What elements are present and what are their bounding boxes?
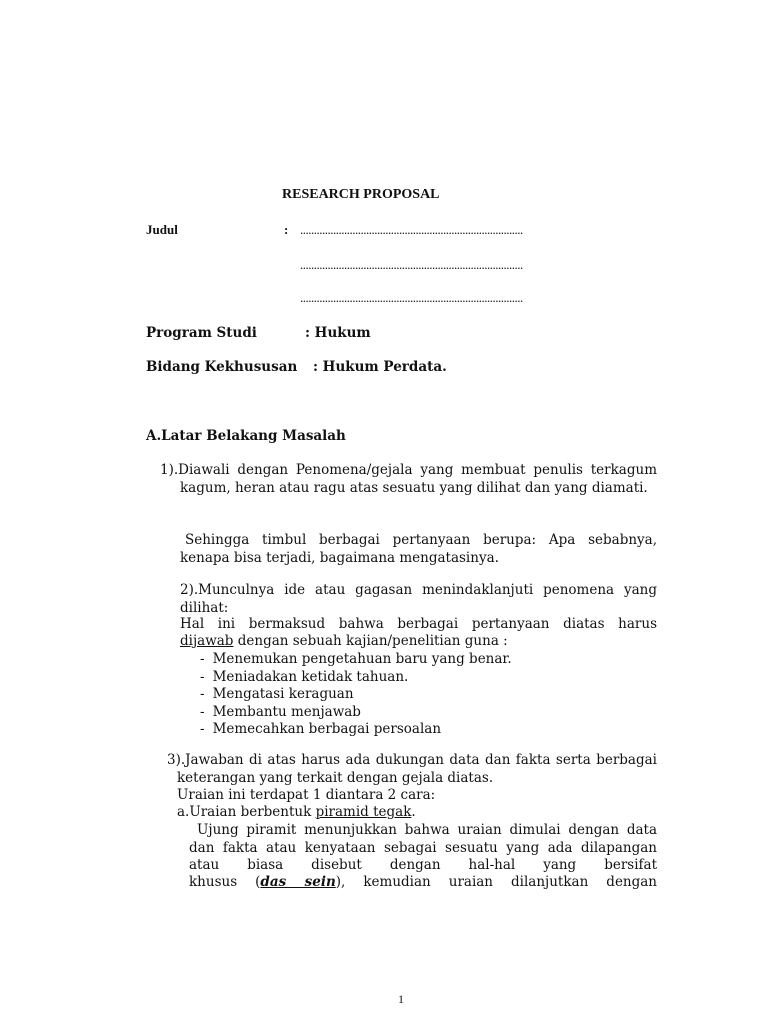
- bullet-marker: -: [200, 651, 205, 667]
- item-a-last-line: [189, 874, 657, 892]
- bullet-marker: -: [200, 686, 205, 702]
- khusus-text: khusus (: [189, 874, 261, 890]
- judul-colon: :: [284, 222, 289, 237]
- section-a-heading: A.Latar Belakang Masalah: [146, 428, 346, 444]
- bullet-text: Meniadakan ketidak tahuan.: [212, 668, 409, 685]
- paragraph-2-line-b: [180, 633, 508, 651]
- item-a-heading: [177, 804, 416, 822]
- paragraph-2-line-a: Hal ini bermaksud bahwa berbagai pertanyaan diatas harus: [180, 616, 657, 632]
- document-title: RESEARCH PROPOSAL: [282, 187, 440, 202]
- paragraph-3-line-c: Uraian ini terdapat 1 diantara 2 cara:: [177, 787, 436, 803]
- bidang-kekhususan-label: Bidang Kekhususan: [146, 359, 298, 375]
- bullet-list: [200, 651, 512, 739]
- item-a-last-line-rest: ), kemudian uraian dilanjutkan dengan: [335, 874, 658, 890]
- page-number: 1: [398, 992, 404, 1006]
- program-studi-label: Program Studi: [146, 325, 257, 341]
- item-a-last-line-segment: [189, 874, 657, 892]
- judul-dots-line-2: .................................................................................: [300, 257, 523, 272]
- bullet-item: [200, 651, 512, 669]
- bullet-marker: -: [200, 721, 205, 737]
- paragraph-1-continuation: Sehingga timbul berbagai pertanyaan berupa: Apa sebabnya, kenapa bisa terjadi, bagaimana mengatasinya.: [180, 532, 657, 566]
- judul-dots-line-3: .................................................................................: [300, 290, 523, 305]
- paragraph-2-line-b-rest: dengan sebuah kajian/penelitian guna :: [233, 633, 508, 649]
- paragraph-1: 1).Diawali dengan Penomena/gejala yang membuat penulis terkagum kagum, heran atau ragu atas sesuatu yang dilihat dan yang diamati.: [160, 462, 657, 496]
- bullet-marker: -: [200, 703, 205, 720]
- program-studi-value: : Hukum: [305, 325, 371, 341]
- bullet-text: Memecahkan berbagai persoalan: [212, 721, 442, 737]
- bullet-marker: -: [200, 668, 205, 685]
- bidang-kekhususan-value: : Hukum Perdata.: [313, 359, 447, 375]
- bullet-item: [200, 686, 512, 704]
- paragraph-3: 3).Jawaban di atas harus ada dukungan data dan fakta serta berbagai keterangan yang terkait dengan gejala diatas.: [167, 752, 657, 786]
- item-a-prefix: a.Uraian berbentuk: [177, 804, 316, 820]
- judul-label: Judul: [146, 222, 178, 237]
- item-a-body: Ujung piramit menunjukkan bahwa uraian dimulai dengan data dan fakta atau kenyataan sebagai sesuatu yang ada dilapangan atau biasa disebut dengan hal-hal yang bersifat: [189, 822, 657, 873]
- dijawab-underlined: dijawab: [180, 633, 234, 649]
- paragraph-2: 2).Munculnya ide atau gagasan menindaklanjuti penomena yang dilihat:: [180, 582, 657, 616]
- bullet-text: Membantu menjawab: [212, 703, 361, 720]
- item-a-suffix: .: [411, 804, 416, 820]
- piramid-tegak-underlined: piramid tegak: [315, 804, 412, 820]
- bullet-item: [200, 721, 512, 739]
- bullet-text: Menemukan pengetahuan baru yang benar.: [212, 651, 512, 667]
- das-sein-emphasis: das sein: [260, 874, 336, 890]
- bullet-item: [200, 669, 512, 687]
- judul-dots-line-1: .................................................................................: [300, 222, 523, 237]
- bullet-text: Mengatasi keraguan: [212, 686, 354, 702]
- bullet-item: [200, 704, 512, 722]
